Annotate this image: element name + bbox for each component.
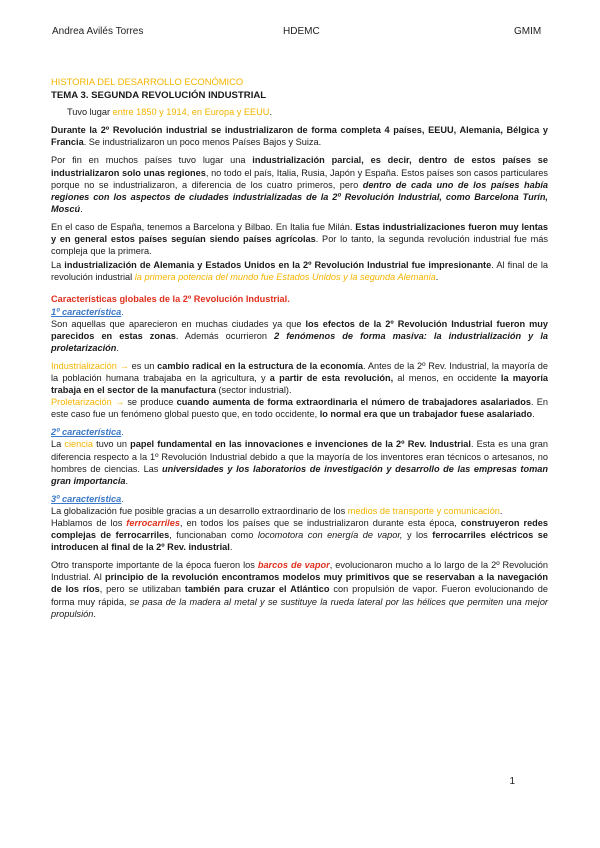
characteristic-2-label: [51, 426, 548, 438]
paragraph-germany-usa: [51, 259, 548, 283]
bold-text: Estas industrializaciones fueron muy lentas y en general estos países seguían siendo países agrícolas: [51, 221, 549, 245]
highlight-steamships: barcos de vapor: [257, 560, 330, 571]
header-code-hdemc: HDEMC: [283, 26, 320, 37]
text: con propulsión de vapor. Fueron evolucionando de forma muy rápida,: [51, 584, 548, 607]
text: , funcionaban como: [169, 530, 258, 541]
italic-text: se pasa de la madera al metal y se sustituye la rueda lateral por las hélices que permiten una mejor propulsión: [51, 596, 548, 619]
text: , en todos los países que se industrializaron durante esta época,: [179, 518, 461, 528]
char-label-dot: .: [121, 306, 124, 317]
text: .: [229, 542, 233, 553]
header-author: Andrea Avilés Torres: [52, 26, 144, 37]
text: . Por lo tanto, la segunda revolución industrial fue más compleja que la primera.: [51, 234, 548, 257]
paragraph-characteristic-2: [51, 438, 548, 486]
text: Tuvo lugar: [67, 107, 113, 118]
text: . Al final de la revolución industrial: [51, 260, 548, 283]
bold-italic-text: universidades y los laboratorios de investigación y desarrollo de las empresas toman gran importancia: [51, 463, 548, 486]
text: .: [116, 342, 119, 353]
bold-text: cambio radical en la estructura de la economía: [157, 360, 363, 371]
characteristic-1-label: [51, 306, 548, 318]
text: . En este caso fue un fenómeno global puesto que, en todo occidente,: [51, 397, 548, 420]
term-proletarization: Proletarización →: [51, 397, 125, 408]
text: .: [269, 107, 272, 118]
text: La globalización fue posible gracias a un desarrollo extraordinario de los: [51, 505, 348, 516]
text: se produce: [124, 397, 177, 408]
highlight-science: ciencia: [64, 439, 93, 450]
text: . Antes de la 2º Rev. Industrial, la mayoría de la población humana trabajaba en la agricultura, y: [51, 360, 549, 383]
text: La: [51, 260, 65, 271]
text: Son aquellas que aparecieron en muchas ciudades ya que: [51, 318, 306, 329]
paragraph-spain-italy: [51, 221, 548, 257]
bold-italic-text: dentro de cada uno de los países había regiones con los aspectos de ciudades industrializadas de la 2º Revolución Industrial, como Barcelona Turín, Moscú: [51, 179, 549, 214]
page-number: 1: [509, 776, 515, 787]
paragraph-railways: [51, 517, 548, 553]
char-label: 3º característica: [51, 493, 122, 504]
text: En el caso de España, tenemos a Barcelona y Bilbao. En Italia fue Milán.: [51, 221, 356, 232]
bold-text: industrialización de Alemania y Estados Unidos en la 2º Revolución Industrial fue impresionante: [64, 260, 492, 271]
highlight-powers: la primera potencia del mundo fue Estados Unidos y la segunda Alemania: [134, 272, 436, 283]
text: .: [125, 475, 129, 486]
highlight-transport: medios de transporte y comunicación: [347, 505, 500, 516]
text: . Además ocurrieron: [175, 330, 275, 341]
italic-text: locomotora con energía de vapor,: [257, 530, 403, 541]
text: Por fin en muchos países tuvo lugar una: [51, 155, 253, 166]
text: .: [93, 608, 96, 619]
text: tuvo un: [93, 439, 131, 450]
bold-text: a partir de esta revolución,: [269, 372, 394, 383]
highlight-dates: entre 1850 y 1914, en Europa y EEUU: [112, 107, 270, 118]
highlight-railways: ferrocarriles: [126, 518, 180, 528]
char-label-dot: .: [121, 493, 124, 504]
text: , no todo el país, Italia, Rusia, Japón y España. Estos países son casos particulares porque no se industrializaron, a diferencia de los cuatro primeros, pero: [51, 167, 548, 190]
char-label-dot: .: [121, 427, 124, 438]
section-heading: Características globales de la 2º Revolución Industrial.: [51, 294, 290, 305]
document-subtitle: TEMA 3. SEGUNDA REVOLUCIÓN INDUSTRIAL: [51, 90, 267, 102]
paragraph-steamships: [51, 559, 548, 619]
text: La: [51, 439, 65, 450]
document-title: HISTORIA DEL DESARROLLO ECONÓMICO: [51, 76, 244, 87]
paragraph-characteristic-1: [51, 318, 548, 354]
document-body: [51, 76, 548, 626]
paragraph-proletarization: [51, 396, 548, 420]
bold-text: la mayoría trabaja en el sector de la manufactura: [51, 372, 548, 396]
text: .: [435, 272, 439, 283]
bold-text: principio de la revolución encontramos modelos muy primitivos que se reservaban a la navegación de los ríos: [51, 572, 548, 595]
term-industrialization: Industrialización →: [51, 360, 129, 371]
text: .: [532, 409, 535, 420]
char-label: 2º característica: [51, 427, 122, 438]
characteristic-3-label: [51, 493, 548, 505]
bold-text: los efectos de la 2º Revolución Industrial fueron muy parecidos en estas zonas: [51, 318, 548, 341]
bold-text: industrialización parcial, es decir, dentro de estos países se industrializaron solo unas regiones: [51, 155, 548, 178]
text: es un: [128, 360, 158, 371]
text: .: [80, 203, 83, 214]
bold-text: cuando aumenta de forma extraordinaria el número de trabajadores asalariados: [176, 397, 532, 408]
paragraph-partial-industrialization: [51, 154, 548, 214]
char-label: 1º característica: [51, 306, 122, 317]
bold-text: papel fundamental en las innovaciones e invenciones de la 2º Rev. Industrial: [130, 439, 471, 450]
text: , pero se utilizaban: [99, 584, 185, 595]
text: y los: [402, 530, 433, 541]
text: al menos, en occidente: [393, 372, 501, 383]
text: .: [499, 505, 503, 516]
bold-text: construyeron redes complejas de ferrocarriles: [51, 518, 549, 541]
text: . Se industrializaron un poco menos Países Bajos y Suiza.: [83, 137, 322, 148]
paragraph-countries: [51, 124, 548, 148]
bold-text: ferrocarriles eléctricos se introducen al final de la 2º Rev. industrial: [51, 530, 548, 553]
bold-text: también para cruzar el Atlántico: [184, 584, 330, 595]
text: Hablamos de los: [51, 518, 127, 528]
text: Otro transporte importante de la época fueron los: [51, 560, 258, 571]
bold-text: Durante la 2º Revolución industrial se industrializaron de forma completa 4 países, EEUU, Alemania, Bélgica y Francia: [51, 125, 548, 148]
paragraph-timeframe: [51, 106, 548, 118]
paragraph-characteristic-3: [51, 505, 548, 517]
text: . Esta es una gran diferencia respecto a la 1º Revolución Industrial debido a que la mayoría de los inventores eran técnicos o artesanos, no hombres de ciencias. Las: [51, 439, 548, 474]
paragraph-industrialization: [51, 360, 548, 396]
header-code-gmim: GMIM: [514, 26, 542, 37]
bold-text: lo normal era que un trabajador fuese asalariado: [319, 409, 533, 420]
bold-italic-text: 2 fenómenos de forma masiva: la industrialización y la proletarización: [51, 330, 548, 353]
text: , evolucionaron mucho a lo largo de la 2º Revolución Industrial. Al: [51, 560, 548, 583]
text: (sector industrial).: [215, 385, 292, 396]
